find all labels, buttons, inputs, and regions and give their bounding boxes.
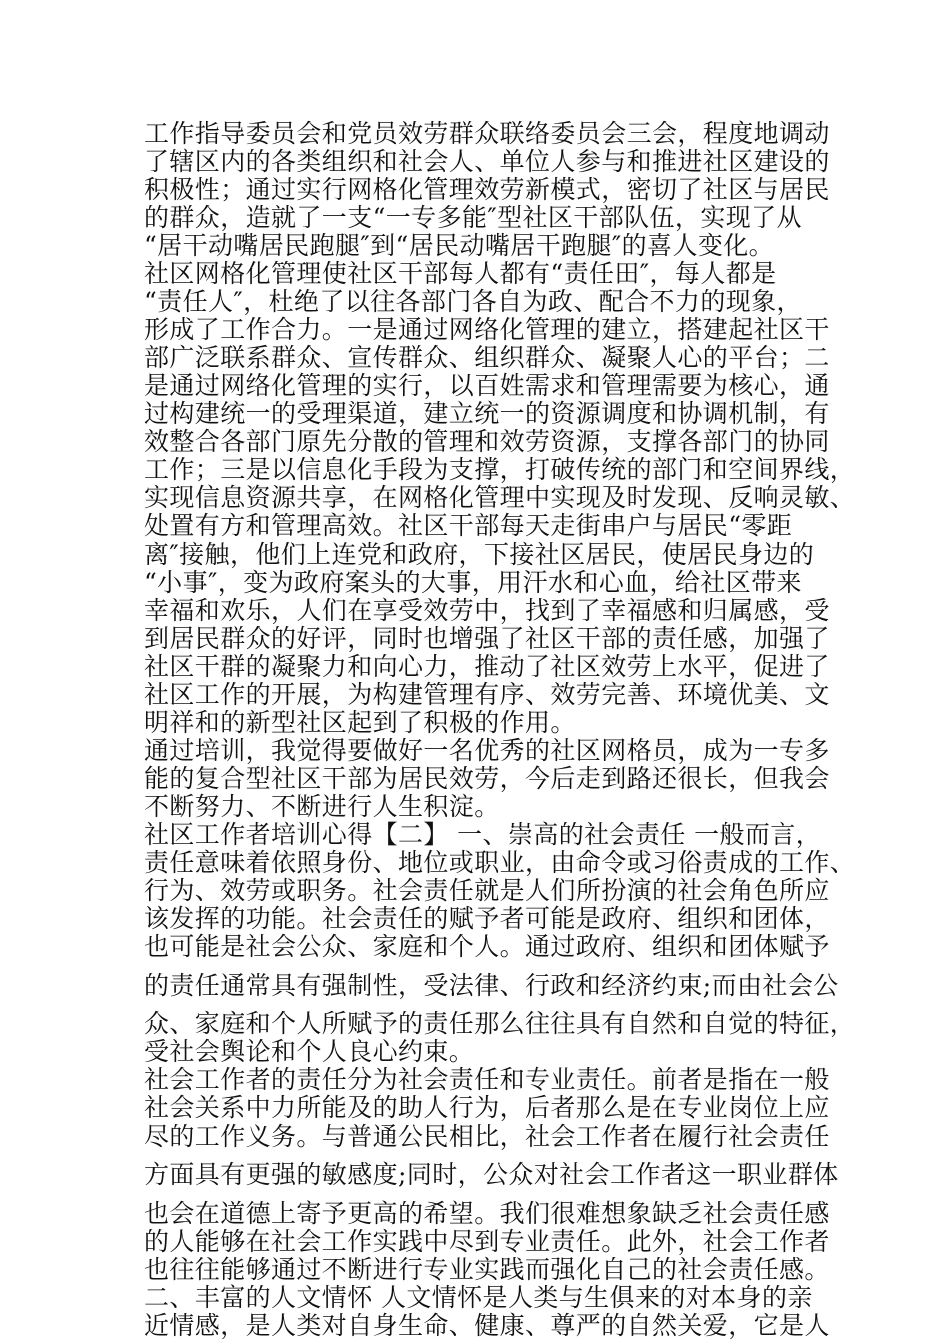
text-line: 也可能是社会公众、家庭和个人。通过政府、组织和团体赋予 (144, 932, 830, 962)
text-line: 处置有方和管理高效。社区干部每天走街串户与居民“零距 (144, 511, 793, 541)
text-line: 实现信息资源共享，在网格化管理中实现及时发现、反响灵敏、 (144, 483, 856, 513)
text-line: 的群众，造就了一支“一专多能″型社区干部队伍，实现了从 (144, 203, 802, 233)
text-line: 幸福和欢乐，人们在享受效劳中，找到了幸福感和归属感，受 (144, 595, 830, 625)
text-line: 社区工作者培训心得【二】 一、崇高的社会责任 一般而言， (144, 819, 822, 849)
text-line: 受社会舆论和个人良心约束。 (144, 1037, 475, 1067)
text-line: 的人能够在社会工作实践中尽到专业责任。此外，社会工作者 (144, 1226, 830, 1256)
text-line: 部广泛联系群众、宣传群众、组织群众、凝聚人心的平台；二 (144, 343, 830, 373)
text-line: 形成了工作合力。一是通过网络化管理的建立，搭建起社区干 (144, 315, 830, 345)
text-line: “小事″，变为政府案头的大事，用汗水和心血，给社区带来 (144, 567, 802, 597)
text-line: 积极性；通过实行网格化管理效劳新模式，密切了社区与居民 (144, 175, 830, 205)
text-line: 社会关系中力所能及的助人行为，后者那么是在专业岗位上应 (144, 1093, 830, 1123)
text-line: 明祥和的新型社区起到了积极的作用。 (144, 707, 576, 737)
text-line: 了辖区内的各类组织和社会人、单位人参与和推进社区建设的 (144, 147, 830, 177)
text-line: 工作；三是以信息化手段为支撑，打破传统的部门和空间界线， (144, 455, 856, 485)
text-line: 尽的工作义务。与普通公民相比，社会工作者在履行社会责任 (144, 1121, 830, 1151)
text-line: 过构建统一的受理渠道，建立统一的资源调度和协调机制，有 (144, 399, 830, 429)
text-line: 不断努力、不断进行人生积淀。 (144, 791, 500, 821)
text-line: 众、家庭和个人所赋予的责任那么往往具有自然和自觉的特征， (144, 1009, 856, 1039)
text-line: 社区网格化管理使社区干部每人都有“责任田″，每人都是 (144, 259, 777, 289)
text-line: 责任意味着依照身份、地位或职业，由命令或习俗责成的工作、 (144, 847, 856, 877)
text-line: 社区工作的开展，为构建管理有序、效劳完善、环境优美、文 (144, 679, 830, 709)
text-line: 方面具有更强的敏感度;同时，公众对社会工作者这一职业群体 (144, 1160, 839, 1190)
text-line: 也会在道德上寄予更高的希望。我们很难想象缺乏社会责任感 (144, 1198, 830, 1228)
text-line: 通过培训，我觉得要做好一名优秀的社区网格员，成为一专多 (144, 735, 830, 765)
text-line: “责任人″，杜绝了以往各部门各自为政、配合不力的现象， (144, 287, 802, 317)
text-line: 社会工作者的责任分为社会责任和专业责任。前者是指在一般 (144, 1065, 830, 1095)
text-line: 也往往能够通过不断进行专业实践而强化自己的社会责任感。 (144, 1254, 830, 1284)
text-line: 二、丰富的人文情怀 人文情怀是人类与生俱来的对本身的亲 (144, 1282, 813, 1312)
text-line: 离″接触，他们上连党和政府，下接社区居民，使居民身边的 (144, 539, 815, 569)
text-line: 效整合各部门原先分散的管理和效劳资源，支撑各部门的协同 (144, 427, 830, 457)
text-line: 工作指导委员会和党员效劳群众联络委员会三会，程度地调动 (144, 119, 830, 148)
text-line: 近情感，是人类对自身生命、健康、尊严的自然关爱，它是人 (144, 1310, 830, 1340)
text-line: 该发挥的功能。社会责任的赋予者可能是政府、组织和团体， (144, 903, 830, 933)
text-line: 是通过网络化管理的实行，以百姓需求和管理需要为核心，通 (144, 371, 830, 401)
text-line: 的责任通常具有强制性，受法律、行政和经济约束;而由社会公 (144, 970, 839, 1000)
text-line: 行为、效劳或职务。社会责任就是人们所扮演的社会角色所应 (144, 875, 830, 905)
text-line: 到居民群众的好评，同时也增强了社区干部的责任感，加强了 (144, 623, 830, 653)
text-line: 能的复合型社区干部为居民效劳，今后走到路还很长，但我会 (144, 763, 830, 793)
text-line: “居干动嘴居民跑腿″到“居民动嘴居干跑腿″的喜人变化。 (144, 231, 775, 261)
text-line: 社区干群的凝聚力和向心力，推动了社区效劳上水平，促进了 (144, 651, 830, 681)
